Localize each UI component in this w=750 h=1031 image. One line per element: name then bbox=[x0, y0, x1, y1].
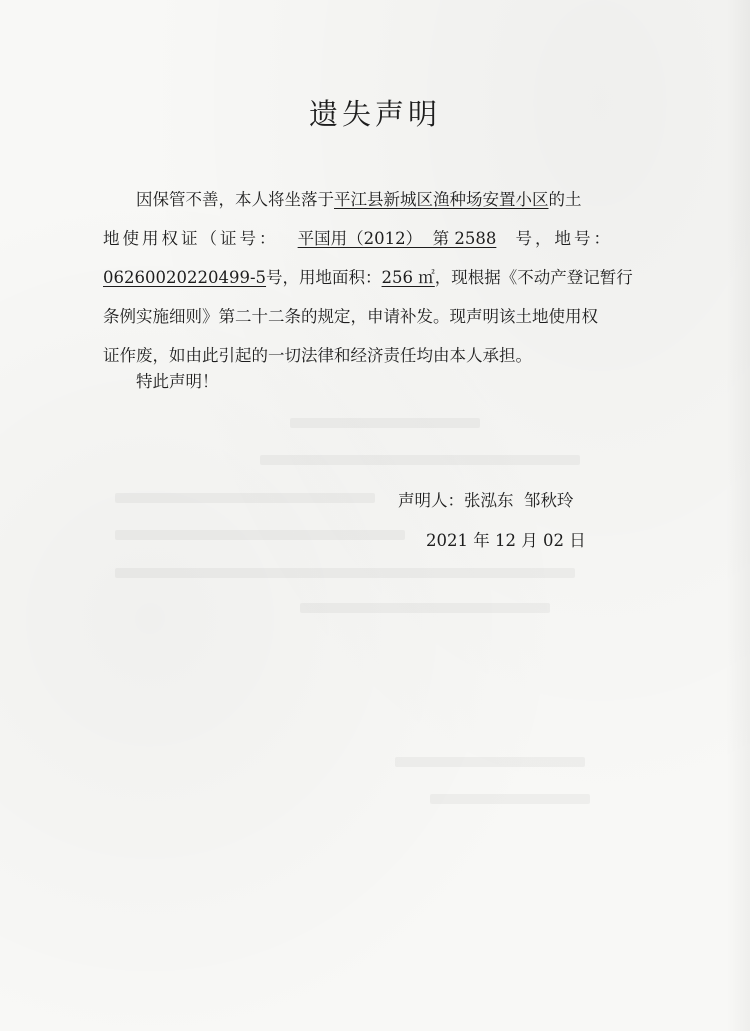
paragraph-indent bbox=[103, 180, 136, 219]
body-line-3 bbox=[103, 258, 633, 297]
bleed-through-mark bbox=[290, 418, 480, 428]
land-number: 06260020220499-5 bbox=[103, 268, 267, 287]
bleed-through-mark bbox=[115, 493, 375, 503]
body-line-3-mid: 号，用地面积： bbox=[266, 268, 382, 287]
certificate-number: 平国用（2012） 第 2588 bbox=[297, 229, 497, 248]
body-line-1-prefix: 因保管不善，本人将坐落于 bbox=[136, 190, 334, 209]
document-title: 遗失声明 bbox=[308, 97, 441, 131]
body-line-4-text: 条例实施细则》第二十二条的规定，申请补发。现声明该土地使用权 bbox=[103, 307, 598, 326]
signature-label: 声明人： bbox=[398, 491, 464, 510]
bleed-through-mark bbox=[115, 530, 405, 540]
closing-statement: 特此声明！ bbox=[136, 372, 219, 391]
statement-body bbox=[103, 180, 633, 375]
bleed-through-mark bbox=[260, 455, 580, 465]
signature-line bbox=[398, 487, 574, 511]
property-location: 平江县新城区渔种场安置小区 bbox=[334, 190, 549, 209]
body-line-1 bbox=[103, 180, 613, 219]
body-line-2-suffix: 号，地号： bbox=[515, 229, 613, 248]
signer-names: 张泓东 邹秋玲 bbox=[464, 491, 574, 510]
bleed-through-mark bbox=[430, 794, 590, 804]
body-line-1-suffix: 的土 bbox=[548, 190, 582, 209]
bleed-through-mark bbox=[300, 603, 550, 613]
bleed-through-mark bbox=[395, 757, 585, 767]
body-line-4 bbox=[103, 297, 613, 336]
statement-date: 2021 年 12 月 02 日 bbox=[426, 531, 586, 550]
land-number-group bbox=[103, 258, 633, 297]
land-area: 256 ㎡ bbox=[381, 268, 435, 287]
body-line-3-suffix: ，现根据《不动产登记暂行 bbox=[434, 268, 633, 287]
scan-edge-shadow bbox=[726, 0, 750, 1031]
bleed-through-mark bbox=[115, 568, 575, 578]
body-line-5-text: 证作废，如由此引起的一切法律和经济责任均由本人承担。 bbox=[103, 346, 532, 365]
body-line-2 bbox=[103, 219, 613, 258]
body-line-2-prefix: 地使用权证（证号： bbox=[103, 229, 279, 248]
